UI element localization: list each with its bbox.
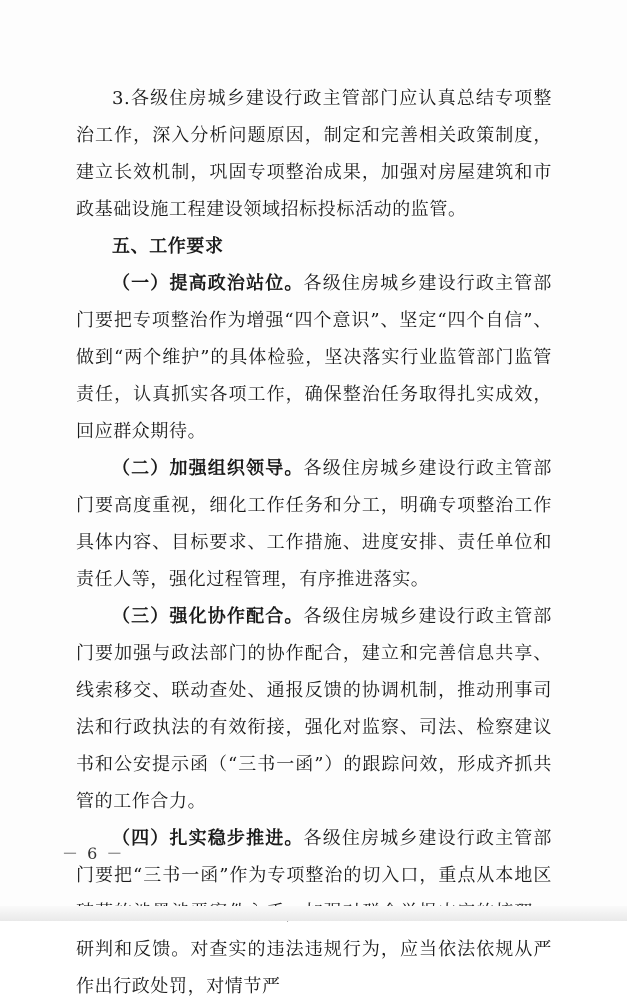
requirement-3-lead: （三）强化协作配合。: [112, 606, 304, 627]
requirement-2-text: 各级住房城乡建设行政主管部门要高度重视，细化工作任务和分工，明确专项整治工作具体内容、目标要求、工作措施、进度安排、责任单位和责任人等，强化过程管理，有序推进落实。: [76, 458, 552, 590]
page-number: － 6 －: [62, 844, 125, 863]
requirement-4-text: 各级住房城乡建设行政主管部门要把“三书一函”作为专项整治的切入口，重点从本地区 研判和反馈。对查实的违法违规行为，应当依法依规从严作出行政处罚，对情节严: [76, 828, 552, 997]
section-heading: 五、工作要求: [112, 236, 224, 257]
requirement-3-text: 各级住房城乡建设行政主管部门要加强与政法部门的协作配合，建立和完善信息共享、线索移交、联动查处、通报反馈的协调机制，推动刑事司法和行政执法的有效衔接，强化对监察、司法、检察建议书和公安提示函（“三书一函”）的跟踪问效，形成齐抓共管的工作合力。: [76, 606, 552, 812]
requirement-1-lead: （一）提高政治站位。: [112, 273, 304, 294]
paragraph-item-3: [76, 80, 552, 228]
paragraph-text: 3.各级住房城乡建设行政主管部门应认真总结专项整治工作，深入分析问题原因，制定和完善相关政策制度，建立长效机制，巩固专项整治成果，加强对房屋建筑和市政基础设施工程建设领域招标投标活动的监管。: [76, 88, 552, 220]
scan-bottom-edge: [0, 906, 627, 921]
requirement-2-lead: （二）加强组织领导。: [112, 458, 304, 479]
requirement-1-text: 各级住房城乡建设行政主管部门要把专项整治作为增强“四个意识”、坚定“四个自信”、做到“两个维护”的具体检验，坚决落实行业监管部门监管责任，认真抓实各项工作，确保整治任务取得扎实成效，回应群众期待。: [76, 273, 552, 442]
requirement-1: [76, 265, 552, 450]
document-body: [76, 80, 552, 1005]
requirement-3: [76, 598, 552, 820]
requirement-4-lead: （四）扎实稳步推进。: [112, 828, 304, 849]
requirement-2: [76, 450, 552, 598]
